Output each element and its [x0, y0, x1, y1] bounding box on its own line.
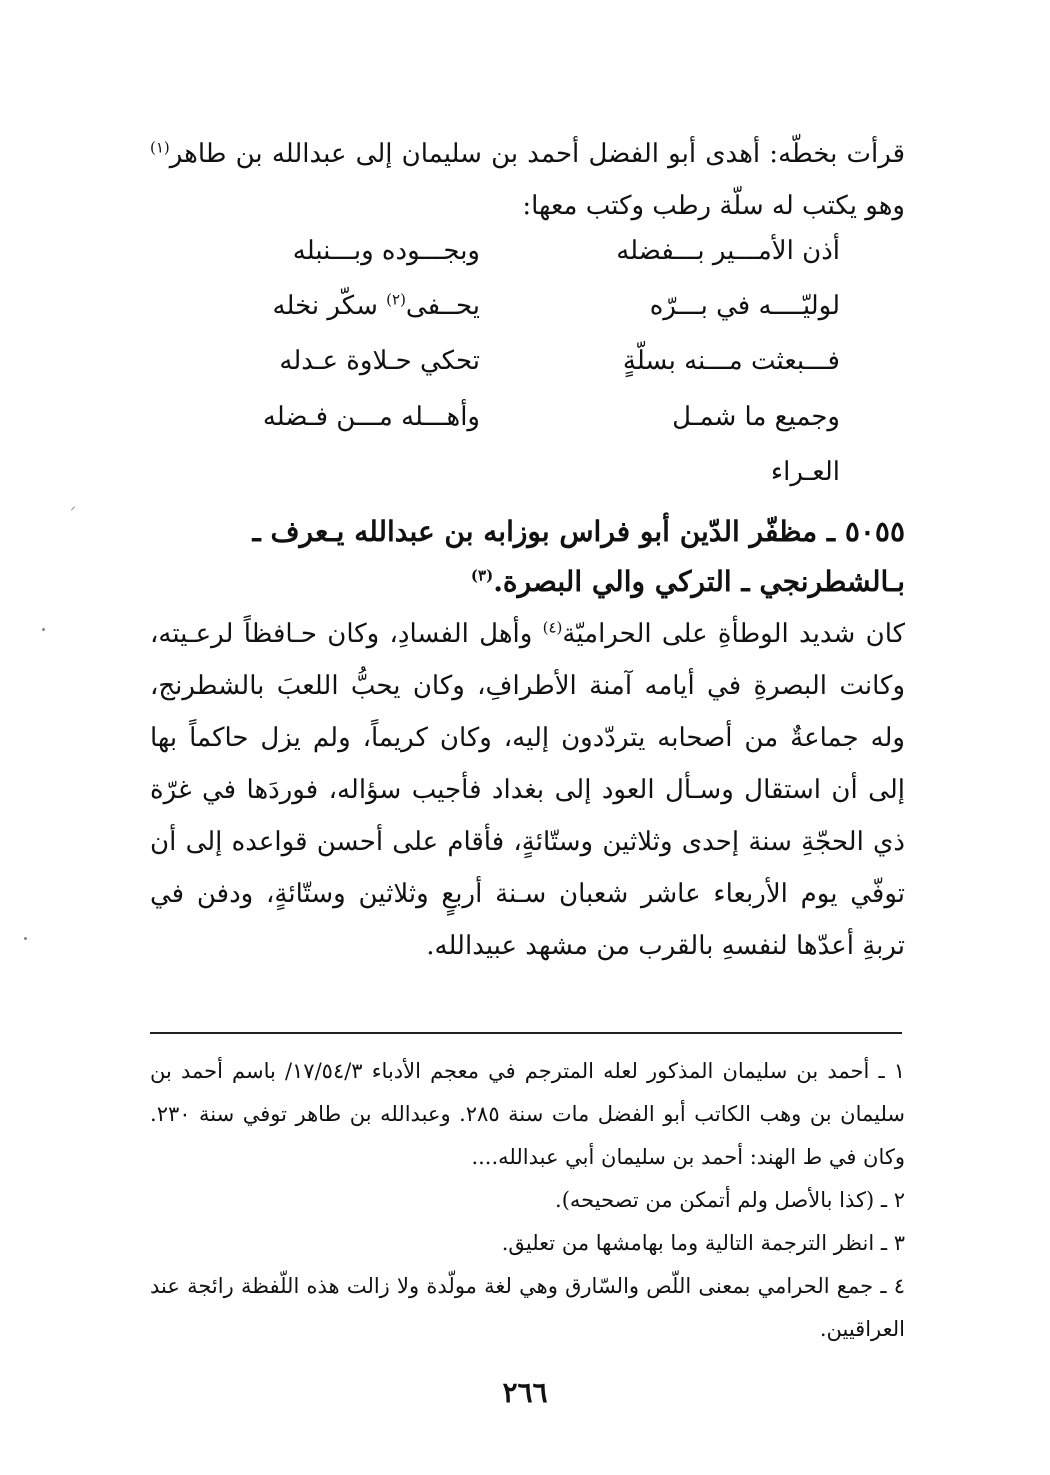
footnote-2: ٢ ـ (كذا بالأصل ولم أتمكن من تصحيحه). — [555, 1188, 905, 1212]
footnote-ref-2[interactable]: (٢) — [386, 290, 406, 309]
scan-speck — [42, 628, 45, 631]
page-number: ٢٦٦ — [502, 1376, 548, 1409]
footnote-1: ١ ـ أحمد بن سليمان المذكور لعله المترجم في معجم الأدباء ١٧/٥٤/٣/ باسم أحمد بن سليمان بن وهب الكاتب أبو الفضل مات سنة ٢٨٥. وعبدالله بن طاهر توفي سنة ٢٣٠. وكان في ط الهند: أحمد بن سليمان أبي عبدالله.... — [150, 1059, 906, 1169]
verse-second-hemistich — [240, 279, 480, 334]
intro-text: قرأت بخطّه: أهدى أبو الفضل أحمد بن سليمان إلى عبدالله بن طاهر — [169, 139, 905, 169]
entry-body-text: كان شديد الوطأةِ على الحراميّة — [562, 619, 905, 649]
footnote-ref-3[interactable]: (٣) — [470, 566, 494, 585]
verse-first-hemistich: فـــبعثت مـــنه بسلّةٍ — [622, 346, 840, 376]
verse-first-hemistich: لوليّــــه في بـــرّه — [649, 291, 840, 321]
footnote-ref-4[interactable]: (٤) — [542, 618, 563, 637]
footnotes — [150, 1050, 905, 1351]
poem-verse — [200, 390, 840, 487]
entry-body — [150, 608, 905, 972]
poem-verse — [200, 224, 840, 279]
entry-body-text-end: وأهل الفسادِ، وكان حـافظاً لرعـيته، وكانت البصرةِ في أيامه آمنة الأطرافِ، وكان يحبُّ اللعبَ بالشطرنج، وله جماعةٌ من أصحابه يتردّدون إليه، وكان كريماً، ولم يزل حاكماً بها إلى أن استقال وسـأل العود إلى بغداد فأجيب سؤاله، فوردَها في غرّة ذي الحجّةِ سنة إحدى وثلاثين وستّائةٍ، فأقام على أحسن قواعده إلى أن توفّي يوم الأربعاء عاشر شعبان سـنة أربعٍ وثلاثين وستّائةٍ، ودفن في تربةِ أعدّها لنفسهِ بالقرب من مشهد عبيدالله. — [150, 619, 905, 961]
footnote-divider — [150, 1032, 902, 1034]
entry-heading — [150, 507, 905, 607]
verse-first-hemistich: أذن الأمـــير بـــفضله — [616, 236, 840, 266]
entry-heading-text: ٥٠٥٥ ـ مظفّر الدّين أبو فراس بوزابه بن عبدالله يـعرف ـ بـالشطرنجي ـ التركي والي البصرة. — [252, 515, 905, 598]
verse-second-hemistich: وبجـــوده وبـــنبله — [292, 236, 480, 266]
poem-verse — [200, 334, 840, 389]
footnote-3: ٣ ـ انظر الترجمة التالية وما بهامشها من تعليق. — [501, 1231, 905, 1255]
footnote-ref-1[interactable]: (١) — [150, 138, 170, 157]
intro-paragraph — [150, 128, 905, 232]
verse-first-hemistich: وجميع ما شمـل العـراء — [672, 402, 840, 487]
scan-speck — [71, 506, 76, 511]
poem-verse — [200, 279, 840, 334]
scan-speck — [24, 937, 27, 940]
verse-second-text: يحــفى — [405, 291, 480, 321]
verse-second-hemistich: تحكي حـلاوة عـدله — [279, 346, 480, 376]
verse-second-hemistich: وأهـــله مـــن فـضله — [262, 402, 480, 432]
intro-text-end: وهو يكتب له سلّة رطب وكتب معها: — [522, 191, 905, 221]
footnote-4: ٤ ـ جمع الحرامي بمعنى اللّص والسّارق وهي لغة مولّدة ولا زالت هذه اللّفظة رائجة عند العراقيين. — [150, 1274, 905, 1341]
verse-second-text-end: سكّر نخله — [272, 291, 387, 321]
